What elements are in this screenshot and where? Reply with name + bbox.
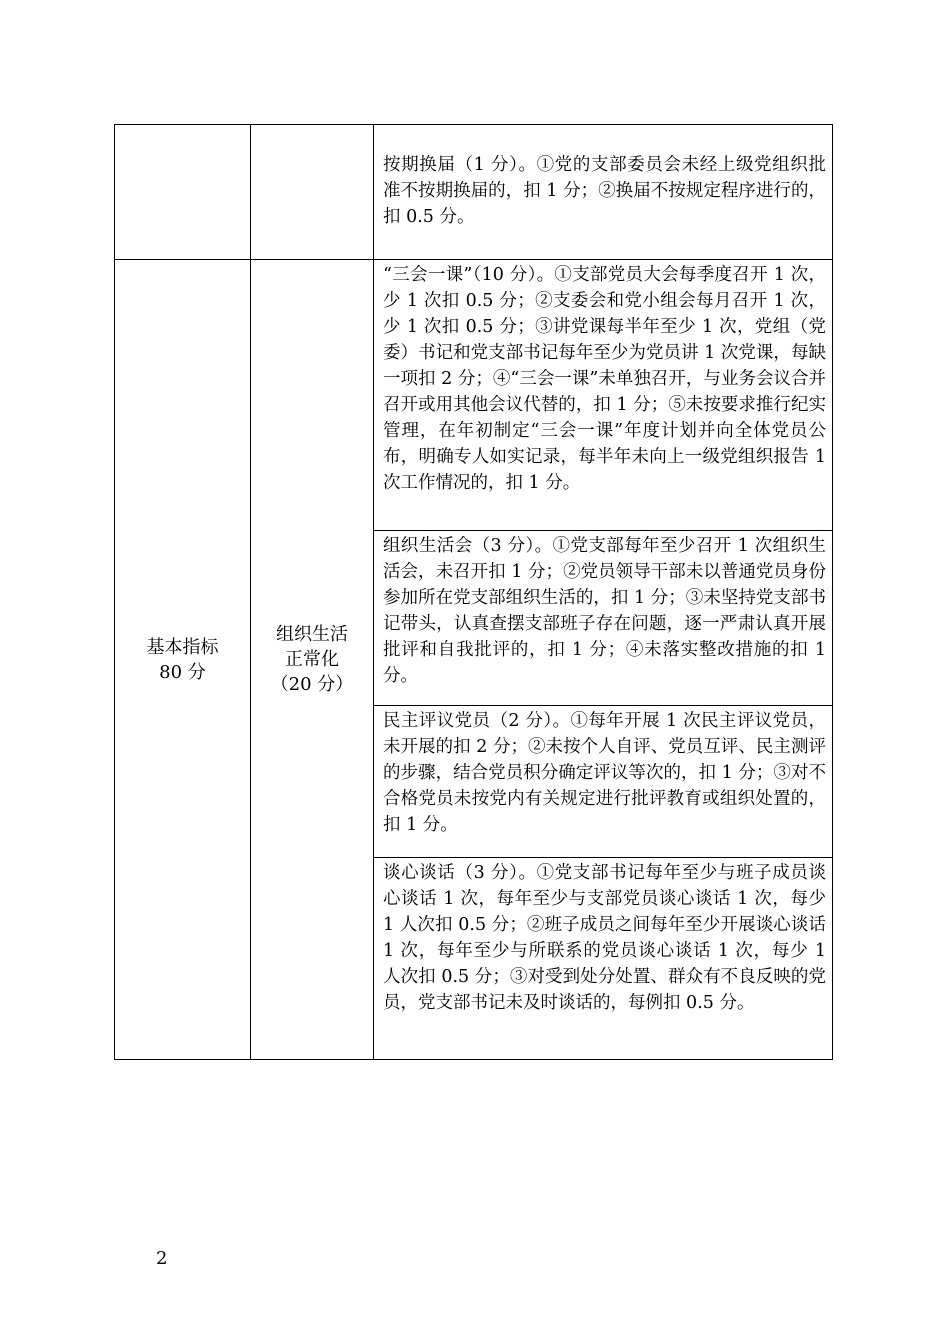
subcategory-cell	[251, 260, 374, 1060]
subcategory-score: （20 分）	[270, 674, 354, 695]
criteria-text-term-renewal: 按期换届（1 分）。①党的支部委员会未经上级党组织批准不按期换届的，扣 1 分；②换届不按规定程序进行的，扣 0.5 分。	[383, 155, 826, 227]
subcategory-name-line2: 正常化	[285, 649, 339, 670]
page-number: 2	[156, 1248, 168, 1269]
criteria-text-organizational-life: 组织生活会（3 分）。①党支部每年至少召开 1 次组织生活会，未召开扣 1 分；②党员领导干部未以普通党员身份参加所在党支部组织生活的，扣 1 分；③未坚持党支部书记带头，认真查摆支部班子存在问题，逐一严肃认真开展批评和自我批评的，扣 1 分；④未落实整改措施的扣 1 分。	[383, 536, 826, 686]
criteria-cell	[374, 858, 833, 1060]
empty-cell	[115, 125, 251, 260]
criteria-cell	[374, 125, 833, 260]
category-score: 80 分	[159, 661, 206, 683]
category-name: 基本指标	[146, 636, 219, 658]
criteria-text-three-meetings: “三会一课”（10 分）。①支部党员大会每季度召开 1 次，少 1 次扣 0.5 分；②支委会和党小组会每月召开 1 次，少 1 次扣 0.5 分；③讲党课每半年至少 1 次，党组（党委）书记和党支部书记每年至少为党员讲 1 次党课，每缺一项扣 2 分；④“三会一课”未单独召开，与业务会议合并召开或用其他会议代替的，扣 1 分；⑤未按要求推行纪实管理，在年初制定“三会一课”年度计划并向全体党员公布，明确专人如实记录，每半年未向上一级党组织报告 1 次工作情况的，扣 1 分。	[383, 265, 826, 493]
table-row	[115, 260, 833, 531]
criteria-text-heart-to-heart-talks: 谈心谈话（3 分）。①党支部书记每年至少与班子成员谈心谈话 1 次，每年至少与支部党员谈心谈话 1 次，每少 1 人次扣 0.5 分；②班子成员之间每年至少开展谈心谈话 1 次，每年至少与所联系的党员谈心谈话 1 次，每少 1 人次扣 0.5 分；③对受到处分处置、群众有不良反映的党员，党支部书记未及时谈话的，每例扣 0.5 分。	[383, 863, 826, 1013]
subcategory-name-line1: 组织生活	[276, 624, 348, 645]
criteria-cell	[374, 260, 833, 531]
scoring-table	[114, 124, 833, 1060]
criteria-cell	[374, 531, 833, 706]
criteria-text-member-evaluation: 民主评议党员（2 分）。①每年开展 1 次民主评议党员，未开展的扣 2 分；②未按个人自评、党员互评、民主测评的步骤，结合党员积分确定评议等次的，扣 1 分；③对不合格党员未按党内有关规定进行批评教育或组织处置的，扣 1 分。	[383, 711, 826, 835]
table-row	[115, 125, 833, 260]
criteria-cell	[374, 706, 833, 858]
category-cell	[115, 260, 251, 1060]
empty-cell	[251, 125, 374, 260]
